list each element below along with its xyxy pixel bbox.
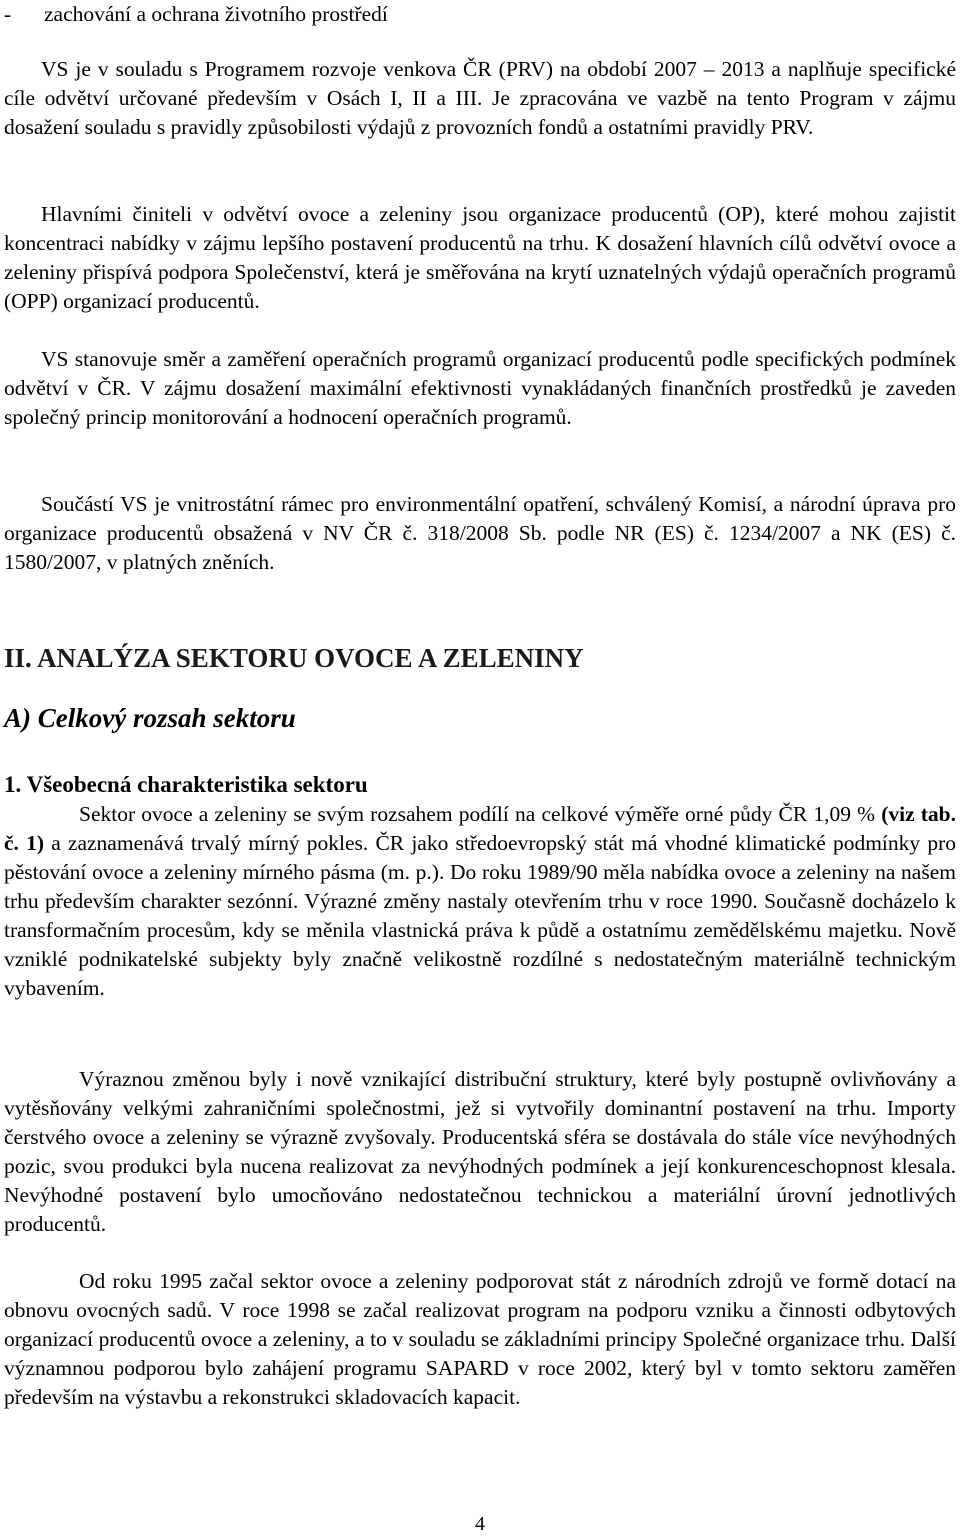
paragraph-prv-compliance: VS je v souladu s Programem rozvoje venkova ČR (PRV) na období 2007 – 2013 a naplňuje specifické cíle odvětví určované především v Osách I, II a III. Je zpracována ve vazbě na tento Program v zájmu dosažení souladu s pravidly způsobilosti výdajů z provozních fondů a ostatními pravidly PRV.	[4, 57, 956, 139]
paragraph-text-end: a zaznamenává trvalý mírný pokles. ČR jako středoevropský stát má vhodné klimatické podmínky pro pěstování ovoce a zeleniny mírného pásma (m. p.). Do roku 1989/90 měla nabídka ovoce a zeleniny na našem trhu především charakter sezónní. Výrazné změny nastaly otevřením trhu v roce 1990. Současně docházelo k transformačním procesům, kdy se měnila vlastnická práva k půdě a ostatnímu zemědělskému majetku. Nově vzniklé podnikatelské subjekty byly značně velikostně rozdílné s nedostatečným materiálně technickým vybavením.	[4, 831, 957, 1000]
bullet-dash: -	[4, 2, 12, 26]
paragraph-operational-programs: VS stanovuje směr a zaměření operačních programů organizací producentů podle specifických podmínek odvětví v ČR. V zájmu dosažení maximální efektivnosti vynakládaných finančních prostředků je zaveden společný princip monitorování a hodnocení operačních programů.	[4, 347, 956, 429]
bullet-text: zachování a ochrana životního prostředí	[44, 2, 388, 26]
paragraph-state-support: Od roku 1995 začal sektor ovoce a zeleniny podporovat stát z národních zdrojů ve formě dotací na obnovu ovocných sadů. V roce 1998 se začal realizovat program na podporu vzniku a činnosti odbytových organizací producentů ovoce a zeleniny, a to v souladu se základními principy Společné organizace trhu. Další významnou podporou bylo zahájení programu SAPARD v roce 2002, který byl v tomto sektoru zaměřen především na výstavbu a rekonstrukci skladovacích kapacit.	[4, 1269, 956, 1409]
section-heading: II. ANALÝZA SEKTORU OVOCE A ZELENINY	[4, 643, 584, 673]
page-number: 4	[475, 1513, 485, 1535]
paragraph-environmental-framework: Součástí VS je vnitrostátní rámec pro environmentální opatření, schválený Komisí, a národní úprava pro organizace producentů obsažená v NV ČR č. 318/2008 Sb. podle NR (ES) č. 1234/2007 a NK (ES) č. 1580/2007, v platných zněních.	[4, 492, 956, 574]
paragraph-text-start: Sektor ovoce a zeleniny se svým rozsahem podílí na celkové výměře orné půdy ČR 1,09 %	[79, 802, 882, 826]
subsection-heading: A) Celkový rozsah sektoru	[4, 703, 296, 733]
bullet-item	[4, 0, 388, 29]
table-reference: (viz tab. č. 1)	[4, 802, 956, 855]
paragraph-sector-characteristics	[4, 800, 956, 1003]
subsubsection-heading: 1. Všeobecná charakteristika sektoru	[4, 772, 368, 797]
paragraph-distribution-structures: Výraznou změnou byly i nově vznikající distribuční struktury, které byly postupně ovlivňovány a vytěsňovány velkými zahraničními společnostmi, jež si vytvořily dominantní postavení na trhu. Importy čerstvého ovoce a zeleniny se výrazně zvyšovaly. Producentská sféra se dostávala do stále více nevýhodných pozic, svou produkci byla nucena realizovat za nevýhodných podmínek a její konkurenceschopnost klesala. Nevýhodné postavení bylo umocňováno nedostatečnou technickou a materiální úrovní jednotlivých producentů.	[4, 1067, 956, 1236]
paragraph-producer-organizations: Hlavními činiteli v odvětví ovoce a zeleniny jsou organizace producentů (OP), které mohou zajistit koncentraci nabídky v zájmu lepšího postavení producentů na trhu. K dosažení hlavních cílů odvětví ovoce a zeleniny přispívá podpora Společenství, která je směřována na krytí uznatelných výdajů operačních programů (OPP) organizací producentů.	[4, 202, 956, 313]
